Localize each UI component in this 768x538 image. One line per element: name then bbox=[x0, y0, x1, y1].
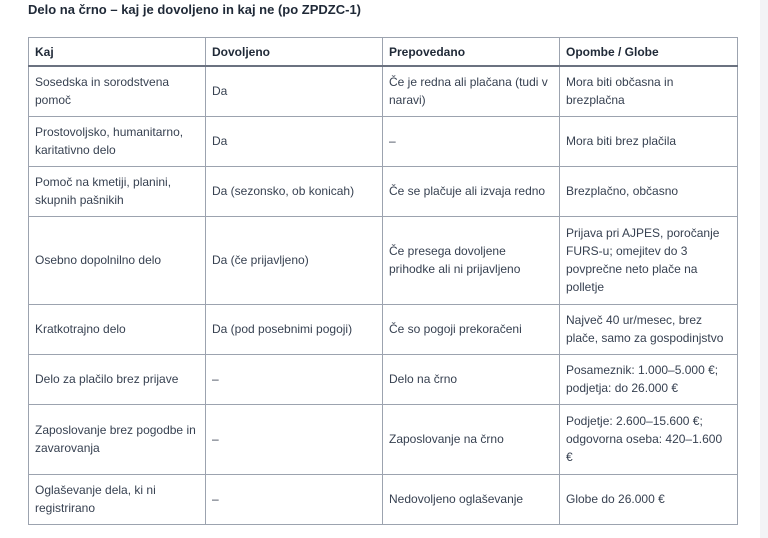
column-header-dovoljeno: Dovoljeno bbox=[206, 38, 383, 67]
table-cell: Če presega dovoljene prihodke ali ni prijavljeno bbox=[383, 216, 560, 304]
table-cell: Prostovoljsko, humanitarno, karitativno delo bbox=[29, 116, 206, 166]
page-title: Delo na črno – kaj je dovoljeno in kaj ne (po ZPDZC-1) bbox=[28, 2, 361, 17]
table-cell: Da (pod posebnimi pogoji) bbox=[206, 304, 383, 354]
scrollbar-track[interactable] bbox=[760, 0, 768, 538]
table-cell: – bbox=[206, 354, 383, 404]
table-cell: Da bbox=[206, 66, 383, 116]
table-row bbox=[29, 66, 738, 116]
table-cell: Delo za plačilo brez prijave bbox=[29, 354, 206, 404]
table-cell: – bbox=[383, 116, 560, 166]
column-header-prepovedano: Prepovedano bbox=[383, 38, 560, 67]
table-cell: Da (če prijavljeno) bbox=[206, 216, 383, 304]
table-cell: Mora biti občasna in brezplačna bbox=[560, 66, 738, 116]
table-cell: Da (sezonsko, ob konicah) bbox=[206, 166, 383, 216]
table-row bbox=[29, 166, 738, 216]
table-cell: Podjetje: 2.600–15.600 €; odgovorna oseba: 420–1.600 € bbox=[560, 404, 738, 474]
table-cell: Da bbox=[206, 116, 383, 166]
table-cell: Oglaševanje dela, ki ni registrirano bbox=[29, 474, 206, 524]
table-cell: Pomoč na kmetiji, planini, skupnih pašnikih bbox=[29, 166, 206, 216]
table-row bbox=[29, 354, 738, 404]
table-cell: Nedovoljeno oglaševanje bbox=[383, 474, 560, 524]
table-cell: – bbox=[206, 404, 383, 474]
table-cell: Brezplačno, občasno bbox=[560, 166, 738, 216]
table-cell: Največ 40 ur/mesec, brez plače, samo za gospodinjstvo bbox=[560, 304, 738, 354]
table-cell: Delo na črno bbox=[383, 354, 560, 404]
table-cell: Mora biti brez plačila bbox=[560, 116, 738, 166]
table-cell: Če se plačuje ali izvaja redno bbox=[383, 166, 560, 216]
table-cell: Sosedska in sorodstvena pomoč bbox=[29, 66, 206, 116]
table-cell: Če so pogoji prekoračeni bbox=[383, 304, 560, 354]
column-header-opombe: Opombe / Globe bbox=[560, 38, 738, 67]
rules-table bbox=[28, 37, 738, 525]
table-cell: Prijava pri AJPES, poročanje FURS-u; omejitev do 3 povprečne neto plače na polletje bbox=[560, 216, 738, 304]
table-row bbox=[29, 216, 738, 304]
table-cell: Globe do 26.000 € bbox=[560, 474, 738, 524]
table-cell: Osebno dopolnilno delo bbox=[29, 216, 206, 304]
table-cell: Zaposlovanje brez pogodbe in zavarovanja bbox=[29, 404, 206, 474]
table-row bbox=[29, 116, 738, 166]
table-cell: – bbox=[206, 474, 383, 524]
table-cell: Posameznik: 1.000–5.000 €; podjetja: do 26.000 € bbox=[560, 354, 738, 404]
table-cell: Zaposlovanje na črno bbox=[383, 404, 560, 474]
column-header-kaj: Kaj bbox=[29, 38, 206, 67]
table-row bbox=[29, 404, 738, 474]
table-cell: Če je redna ali plačana (tudi v naravi) bbox=[383, 66, 560, 116]
table-cell: Kratkotrajno delo bbox=[29, 304, 206, 354]
table-row bbox=[29, 474, 738, 524]
table-header-row bbox=[29, 38, 738, 67]
table-row bbox=[29, 304, 738, 354]
